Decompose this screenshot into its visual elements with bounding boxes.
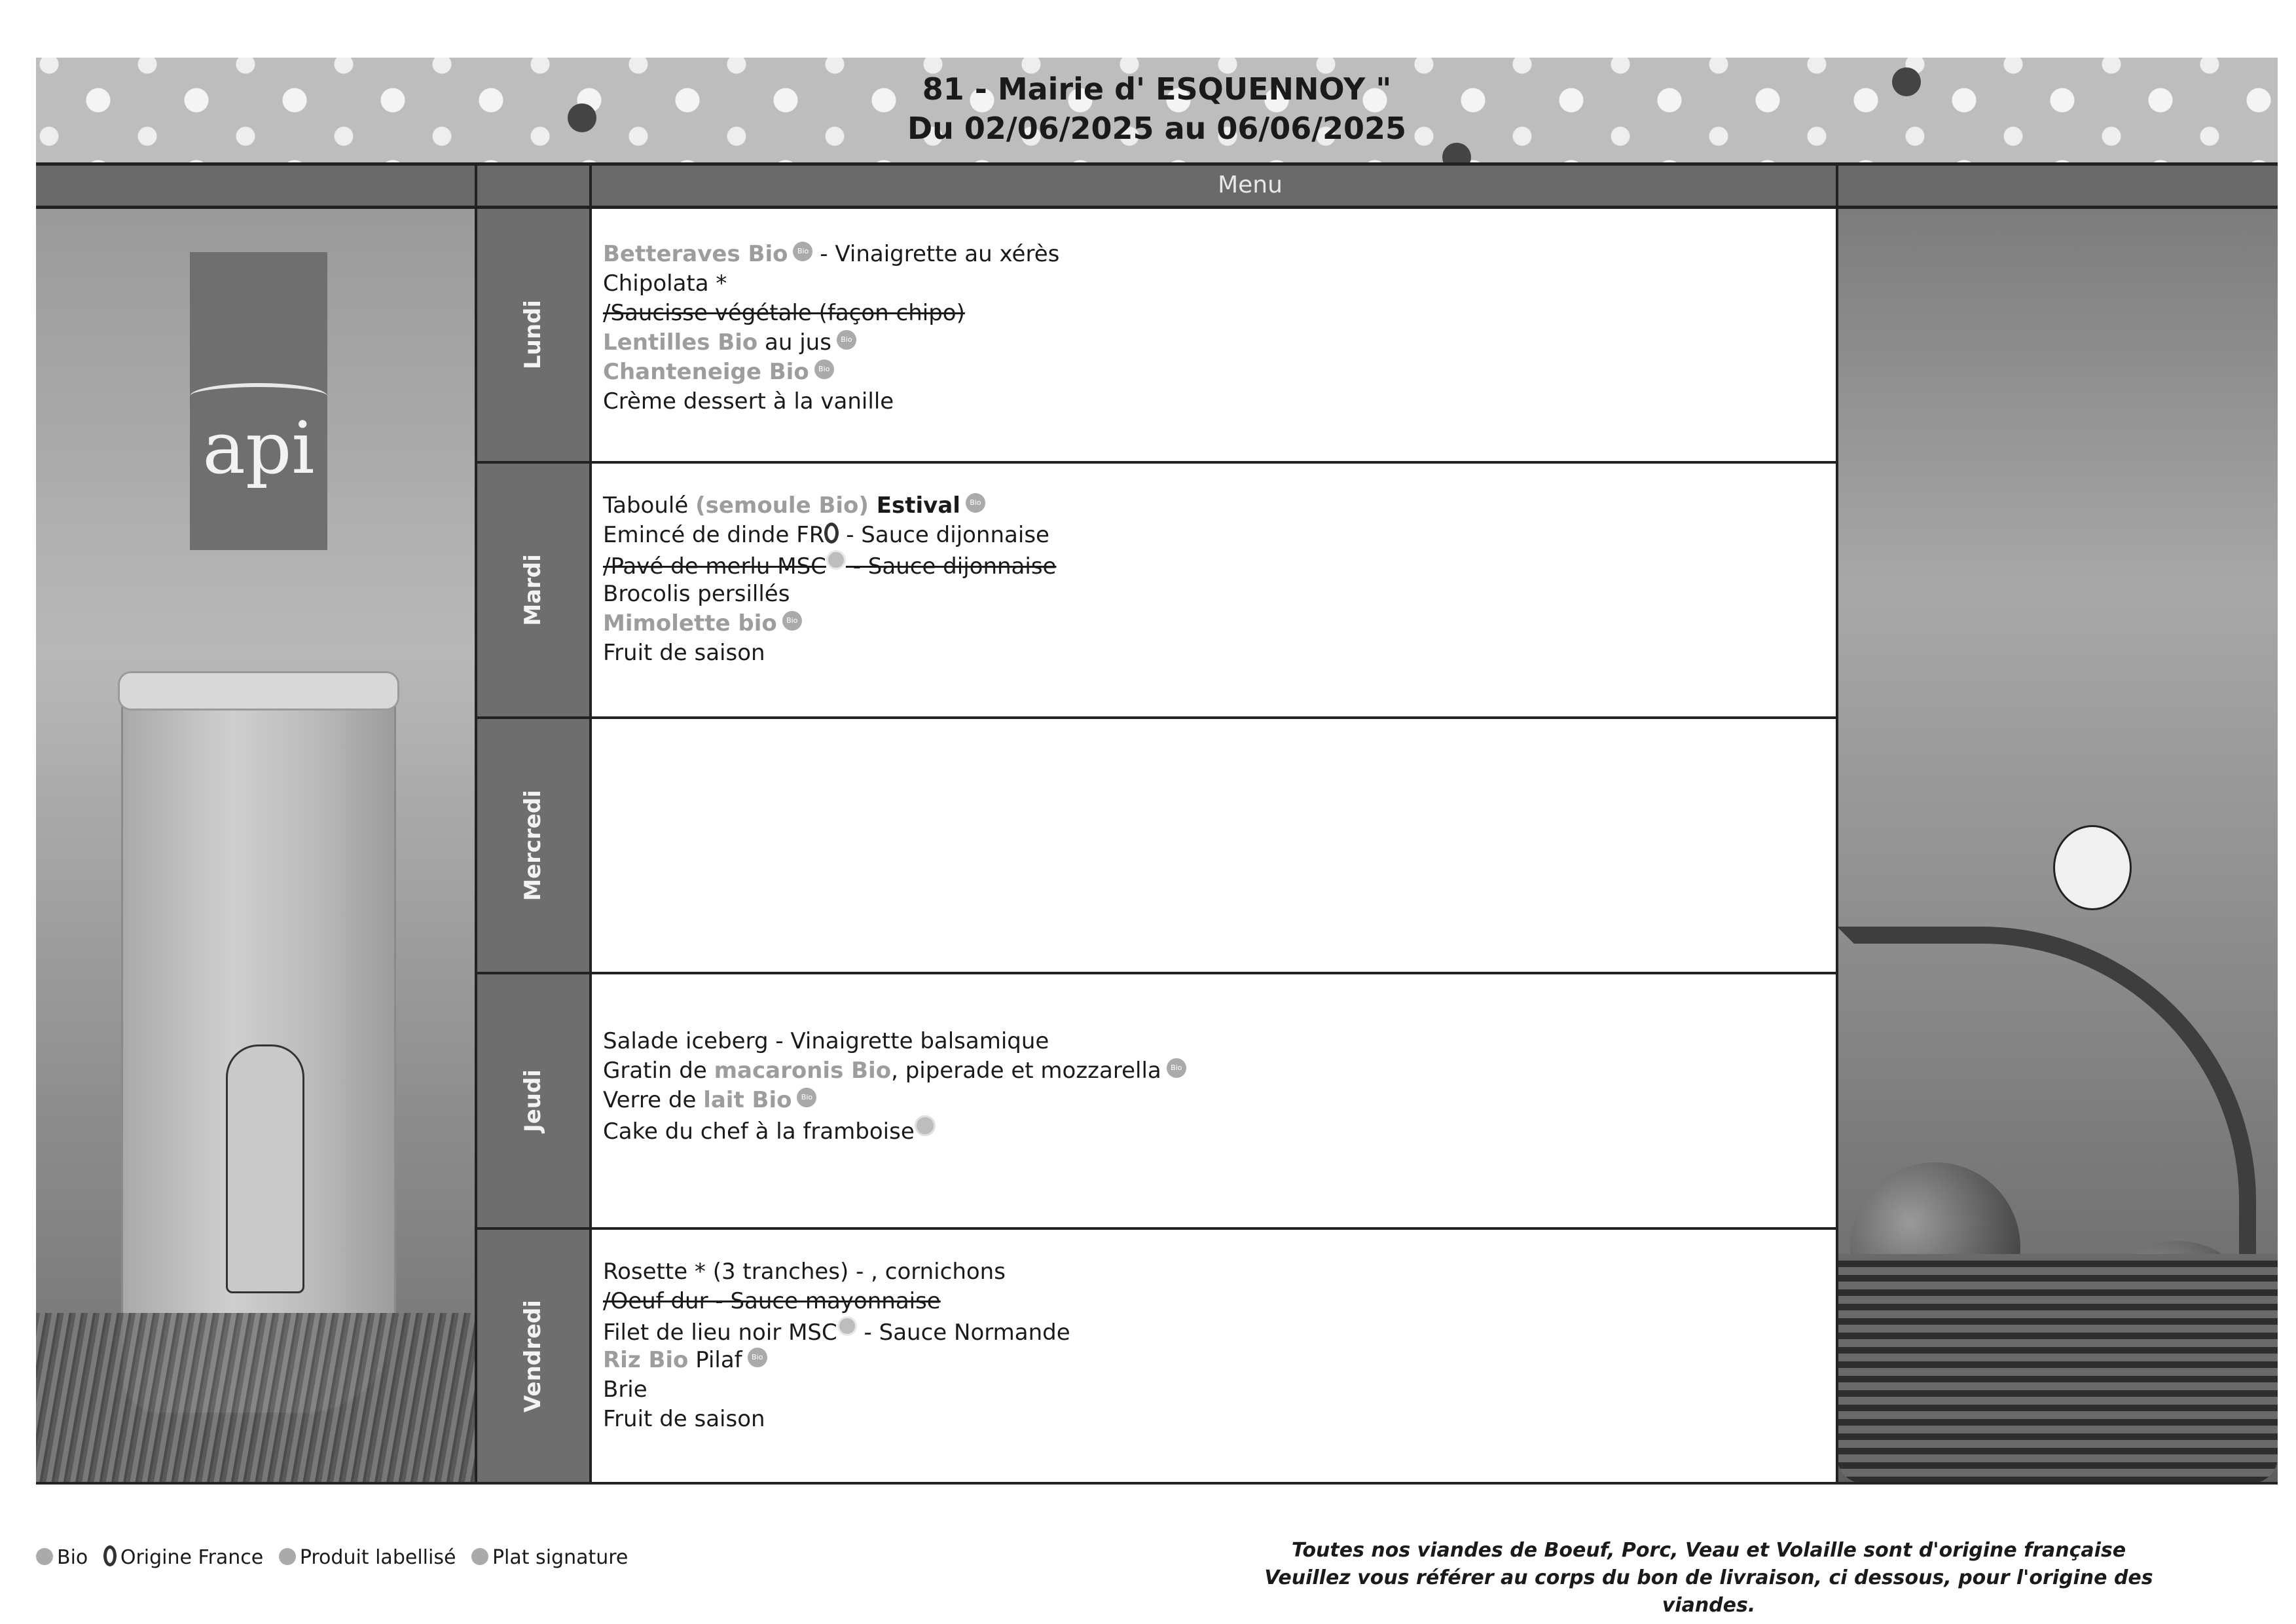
bio-icon: Bio: [814, 360, 834, 379]
menu-lines: [603, 1027, 1186, 1145]
menu-cell-vendredi: [591, 1230, 1837, 1483]
bio-icon: [36, 1548, 53, 1565]
menu-item-text: (semoule Bio): [695, 492, 869, 519]
legend-label: Produit labellisé: [279, 1546, 456, 1569]
legend-origine: Origine France: [103, 1545, 263, 1569]
menu-item: [603, 1027, 1186, 1056]
menu-column-header: Menu: [1218, 172, 1283, 198]
menu-item: [603, 1115, 1186, 1145]
menu-item: [603, 240, 1059, 269]
menu-item-text: Brocolis persillés: [603, 581, 790, 607]
day-label-vendredi: Vendredi: [476, 1230, 590, 1483]
menu-item: [603, 358, 1059, 387]
menu-item-text: Rosette * (3 tranches) - , cornichons: [603, 1259, 1006, 1285]
grass-decor: [36, 1313, 476, 1483]
origin-france-icon: [824, 523, 839, 544]
menu-item-text: Filet de lieu noir MSC: [603, 1320, 837, 1346]
menu-item: [603, 1316, 1070, 1346]
menu-item-text: Emincé de dinde FR: [603, 522, 825, 548]
menu-item-text: Lentilles Bio: [603, 329, 758, 356]
bio-icon: Bio: [782, 611, 802, 631]
menu-item-text: - Sauce Normande: [856, 1320, 1070, 1346]
menu-item-text: Fruit de saison: [603, 1406, 765, 1432]
grid-line: [1836, 164, 1838, 1483]
api-logo: [190, 252, 327, 550]
legend-signature: Plat signature: [471, 1546, 628, 1569]
menu-item-text: Betteraves Bio: [603, 241, 788, 267]
menu-item-text: Pilaf: [688, 1347, 742, 1373]
menu-cell-mardi: [591, 464, 1837, 716]
menu-item: [603, 550, 1056, 580]
menu-item-text: /Saucisse végétale (façon chipo): [603, 300, 965, 326]
bio-icon: Bio: [837, 330, 856, 350]
menu-item-text: Estival: [868, 492, 960, 519]
header-banner: [36, 58, 2278, 164]
legend-bio: Bio: [36, 1546, 88, 1569]
label-icon: [837, 1316, 857, 1336]
signature-icon: [915, 1115, 936, 1136]
logo-text: api: [202, 406, 315, 490]
menu-item: [603, 609, 1056, 638]
menu-item-text: Taboulé: [603, 492, 696, 519]
menu-item: [603, 1405, 1070, 1434]
menu-item-text: Brie: [603, 1376, 647, 1403]
menu-item: [603, 521, 1056, 550]
day-label-mardi: Mardi: [476, 464, 590, 716]
menu-lines: [603, 491, 1056, 668]
title-date-range: Du 02/06/2025 au 06/06/2025: [907, 111, 1407, 146]
menu-item: [603, 1257, 1070, 1287]
child-illustration: [226, 1044, 304, 1293]
menu-item: [603, 299, 1059, 328]
day-label-jeudi: Jeudi: [476, 974, 590, 1227]
menu-item: [603, 269, 1059, 299]
menu-item: [603, 1086, 1186, 1115]
grid-line: [476, 716, 1837, 719]
menu-item: [603, 328, 1059, 358]
menu-item-text: , piperade et mozzarella: [891, 1058, 1161, 1084]
menu-item-text: /Pavé de merlu MSC: [603, 553, 826, 580]
signature-icon: [471, 1548, 488, 1565]
footer-note-line1: Toutes nos viandes de Boeuf, Porc, Veau et Volaille sont d'origine française: [1291, 1539, 2126, 1562]
menu-item-text: Fruit de saison: [603, 640, 765, 666]
bio-icon: Bio: [1167, 1058, 1186, 1078]
basket-body: [1837, 1254, 2278, 1483]
menu-item-text: Salade iceberg - Vinaigrette balsamique: [603, 1028, 1049, 1054]
child-illustration: [2053, 825, 2132, 910]
day-label-mercredi: Mercredi: [476, 719, 590, 972]
legend: [36, 1545, 637, 1569]
menu-item-text: au jus: [757, 329, 831, 356]
menu-item-text: lait Bio: [703, 1087, 792, 1113]
day-label-lundi: Lundi: [476, 208, 590, 461]
bio-icon: Bio: [966, 493, 985, 513]
menu-item: [603, 1287, 1070, 1316]
menu-item-text: /Oeuf dur - Sauce mayonnaise: [603, 1288, 941, 1314]
menu-item-text: - Sauce dijonnaise: [845, 553, 1057, 580]
menu-item-text: macaronis Bio: [714, 1058, 892, 1084]
basket-illustration: [1837, 927, 2278, 1483]
menu-item-text: - Vinaigrette au xérès: [812, 241, 1060, 267]
bio-icon: Bio: [797, 1088, 816, 1107]
grid-line: [36, 162, 2278, 166]
menu-cell-mercredi: [591, 719, 1837, 972]
menu-item-text: Gratin de: [603, 1058, 714, 1084]
bio-icon: Bio: [793, 242, 812, 261]
page-title: [36, 69, 2278, 148]
grid-line: [476, 1227, 1837, 1230]
label-icon: [279, 1548, 296, 1565]
menu-item-text: Verre de: [603, 1087, 704, 1113]
grid-line: [476, 461, 1837, 464]
grid-line: [475, 164, 477, 1483]
boot-rim: [118, 671, 399, 710]
menu-item-text: - Sauce dijonnaise: [839, 522, 1049, 548]
menu-item: [603, 1056, 1186, 1086]
grid-line: [36, 1482, 2278, 1485]
right-photo-panel: [1837, 206, 2278, 1483]
label-icon: [826, 550, 846, 570]
menu-item: [603, 638, 1056, 668]
menu-item-text: Crème dessert à la vanille: [603, 388, 894, 415]
menu-item-text: Chanteneige Bio: [603, 359, 809, 385]
logo-wave: [190, 383, 327, 409]
origin-france-icon: [103, 1545, 117, 1566]
menu-item: [603, 1346, 1070, 1375]
menu-item: [603, 1375, 1070, 1405]
menu-lines: [603, 1257, 1070, 1434]
menu-item: [603, 491, 1056, 521]
menu-item: [603, 580, 1056, 609]
menu-item-text: Chipolata *: [603, 270, 727, 297]
grid-line: [589, 164, 592, 1483]
grid-line: [36, 206, 2278, 209]
menu-header-bar: [36, 164, 2278, 206]
menu-cell-lundi: [591, 208, 1837, 461]
left-photo-panel: [36, 206, 476, 1483]
menu-item-text: Riz Bio: [603, 1347, 689, 1373]
title-establishment: 81 - Mairie d' ESQUENNOY ": [922, 71, 1392, 107]
grid-line: [476, 972, 1837, 974]
menu-cell-jeudi: [591, 974, 1837, 1227]
menu-item-text: Mimolette bio: [603, 610, 777, 637]
menu-item-text: Cake du chef à la framboise: [603, 1118, 915, 1145]
menu-item: [603, 387, 1059, 416]
footer-note: [1231, 1537, 2187, 1619]
menu-lines: [603, 240, 1059, 416]
bio-icon: Bio: [748, 1348, 767, 1367]
footer-note-line2: Veuillez vous référer au corps du bon de livraison, ci dessous, pour l'origine des viandes.: [1264, 1566, 2153, 1617]
